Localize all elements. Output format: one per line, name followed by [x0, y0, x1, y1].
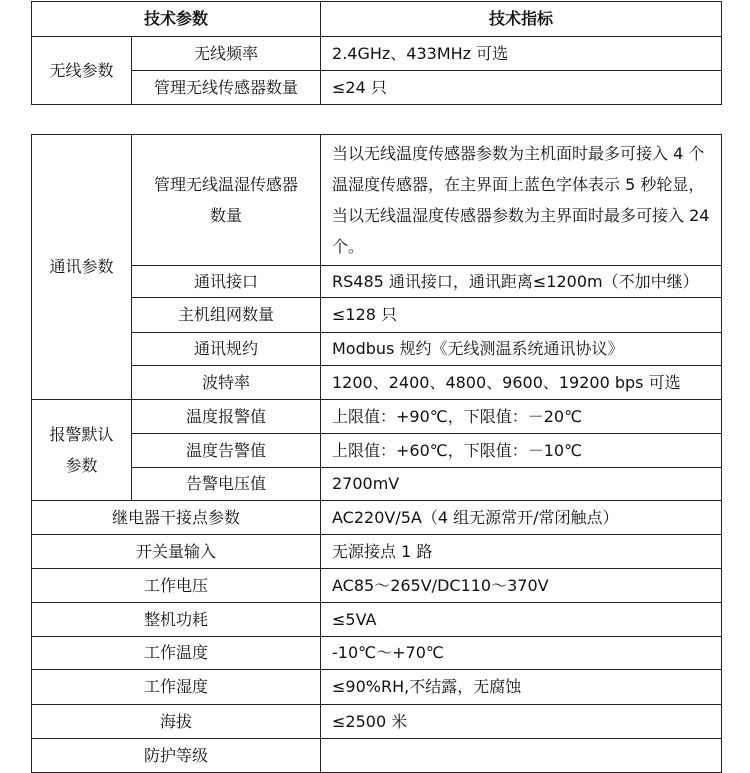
table-row [32, 670, 722, 705]
param-value: RS485 通讯接口，通讯距离≤1200m（不加中继） [321, 266, 722, 298]
param-value: ≤24 只 [321, 71, 722, 105]
main-spec-table [31, 134, 722, 773]
param-name: 整机功耗 [32, 603, 321, 637]
table-row [32, 739, 722, 773]
table-row [32, 71, 722, 105]
param-value [321, 739, 722, 773]
table-row [32, 266, 722, 298]
param-name: 温度报警值 [132, 400, 321, 434]
table-row [32, 298, 722, 333]
param-name: 告警电压值 [132, 468, 321, 501]
param-name: 波特率 [132, 366, 321, 400]
table-row [32, 37, 722, 71]
category-alarm-line1: 报警默认 [49, 425, 114, 444]
param-name: 通讯规约 [132, 333, 321, 366]
table-row [32, 637, 722, 670]
param-name: 管理无线传感器数量 [132, 71, 321, 105]
table-row [32, 135, 722, 266]
category-wireless: 无线参数 [32, 37, 132, 105]
table-row [32, 501, 722, 535]
param-name: 温度告警值 [132, 434, 321, 468]
param-value: 上限值：+60℃，下限值：－10℃ [321, 434, 722, 468]
table-row [32, 705, 722, 739]
table-row [32, 468, 722, 501]
param-name-line2: 数量 [209, 206, 242, 225]
param-name: 工作温度 [32, 637, 321, 670]
param-name: 主机组网数量 [132, 298, 321, 333]
table-row [32, 366, 722, 400]
param-name-line1: 管理无线温湿传感器 [153, 175, 298, 194]
param-name: 海拔 [32, 705, 321, 739]
param-name: 通讯接口 [132, 266, 321, 298]
param-name: 工作湿度 [32, 670, 321, 705]
param-value: ≤5VA [321, 603, 722, 637]
param-value: ≤90%RH,不结露，无腐蚀 [321, 670, 722, 705]
param-value: 2.4GHz、433MHz 可选 [321, 37, 722, 71]
header-row [32, 2, 722, 37]
category-alarm [32, 400, 132, 501]
param-value: Modbus 规约《无线测温系统通讯协议》 [321, 333, 722, 366]
header-tech-indicators: 技术指标 [321, 2, 722, 37]
param-name: 继电器干接点参数 [32, 501, 321, 535]
param-value: AC220V/5A（4 组无源常开/常闭触点） [321, 501, 722, 535]
table-row [32, 333, 722, 366]
param-value: 当以无线温度传感器参数为主机面时最多可接入 4 个温湿度传感器，在主界面上蓝色字体表示 5 秒轮显，当以无线温湿度传感器参数为主界面时最多可接入 24 个。 [321, 135, 722, 266]
param-name: 无线频率 [132, 37, 321, 71]
table-row [32, 535, 722, 569]
param-value: ≤128 只 [321, 298, 722, 333]
header-tech-params: 技术参数 [32, 2, 321, 37]
category-comm: 通讯参数 [32, 135, 132, 400]
param-value: 1200、2400、4800、9600、19200 bps 可选 [321, 366, 722, 400]
param-name: 开关量输入 [32, 535, 321, 569]
wireless-spec-table [31, 1, 722, 105]
param-value: 上限值：+90℃，下限值：－20℃ [321, 400, 722, 434]
table-row [32, 434, 722, 468]
param-name [132, 135, 321, 266]
param-value: ≤2500 米 [321, 705, 722, 739]
param-value: -10℃～+70℃ [321, 637, 722, 670]
param-value: 2700mV [321, 468, 722, 501]
table-row [32, 400, 722, 434]
category-alarm-line2: 参数 [65, 456, 98, 475]
param-name: 工作电压 [32, 569, 321, 603]
param-value: 无源接点 1 路 [321, 535, 722, 569]
param-name: 防护等级 [32, 739, 321, 773]
table-row [32, 569, 722, 603]
table-row [32, 603, 722, 637]
param-value: AC85～265V/DC110～370V [321, 569, 722, 603]
